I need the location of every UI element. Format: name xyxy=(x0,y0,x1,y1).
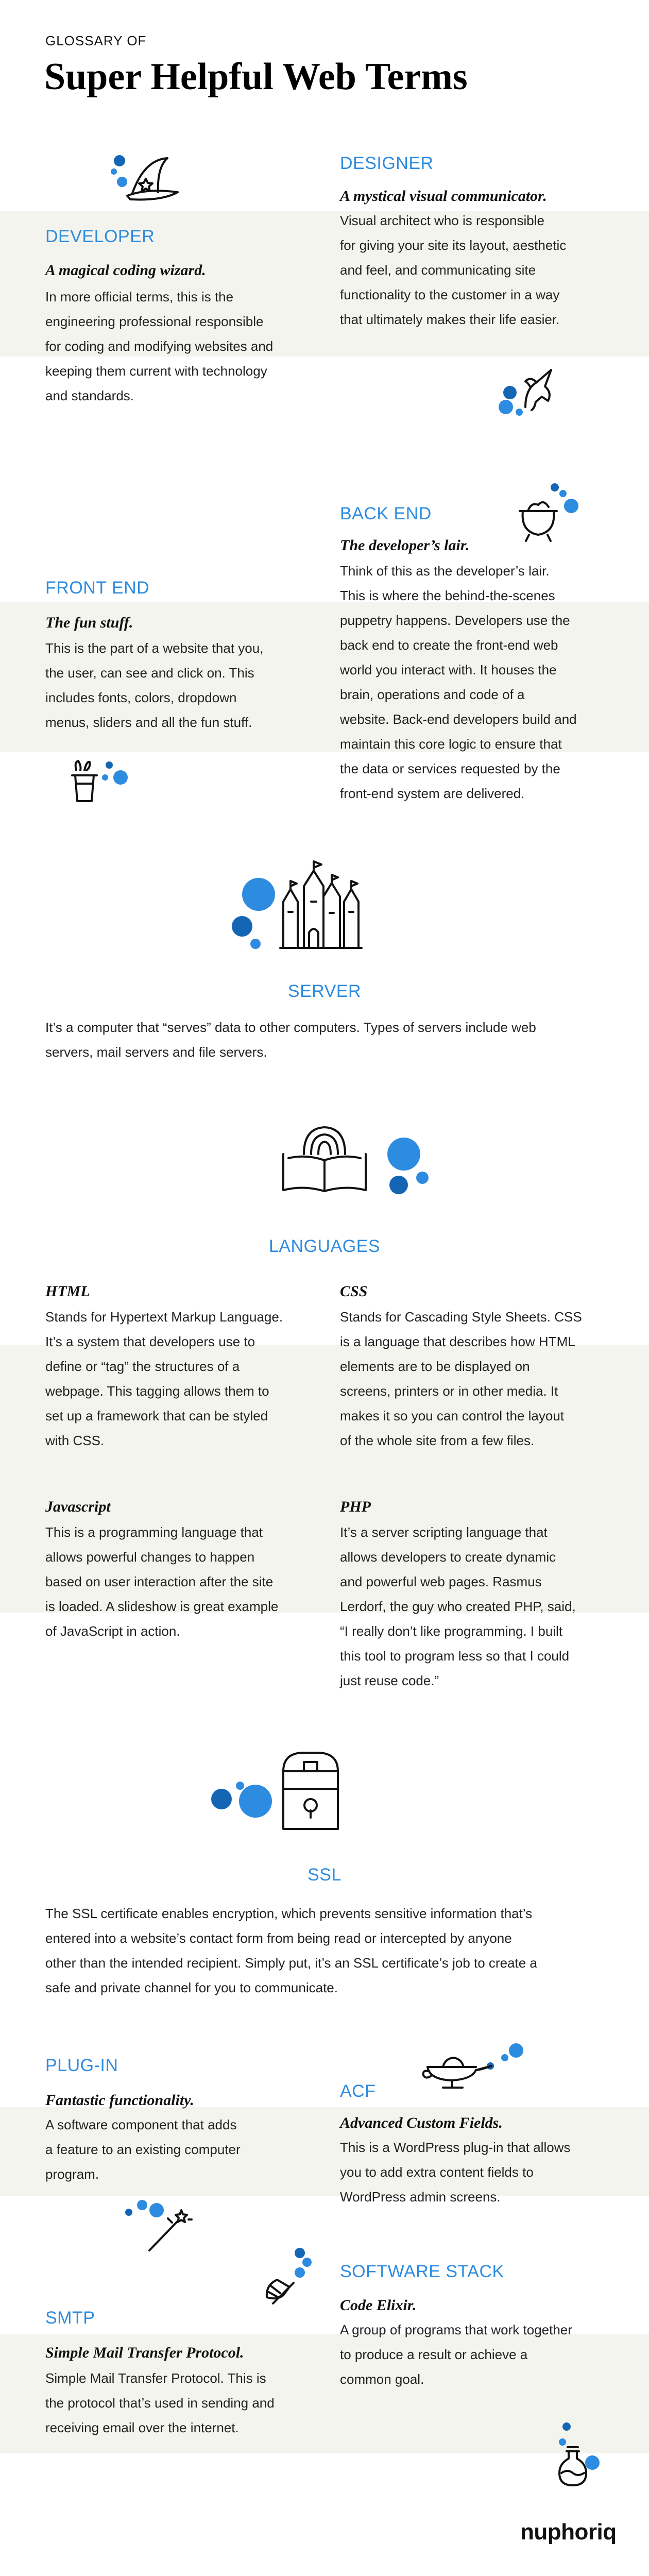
software-stack-body: A group of programs that work together to produce a result or achieve a common goal. xyxy=(340,2322,572,2387)
back-end-body: Think of this as the developer’s lair. This is where the behind-the-scenes puppetry happens. Developers use the back end to create the front-end web world you interact with. It houses the brain, operations and code of a website. Back-end developers build and maintain this core logic to ensure that the data or services requested by the front-end system are delivered. xyxy=(340,563,577,801)
javascript-subtitle: Javascript xyxy=(45,1498,111,1515)
developer-subtitle: A magical coding wizard. xyxy=(45,262,206,279)
back-end-subtitle: The developer’s lair. xyxy=(340,537,470,554)
unicorn-icon xyxy=(494,361,567,433)
smtp-body: Simple Mail Transfer Protocol. This is the protocol that’s used in sending and receiving email over the internet. xyxy=(45,2370,275,2435)
css-subtitle: CSS xyxy=(340,1283,368,1300)
front-end-body: This is the part of a website that you, the user, can see and click on. This includes fonts, colors, dropdown menus, sliders and all the fun stuff. xyxy=(45,640,264,730)
smtp-term: SMTP xyxy=(45,2308,95,2328)
acf-subtitle: Advanced Custom Fields. xyxy=(340,2114,503,2131)
php-body: It’s a server scripting language that allows developers to create dynamic and powerful web pages. Rasmus Lerdorf, the guy who created PHP, said, “I really don’t like programming. I built this tool to program less so that I could just reuse code.” xyxy=(340,1524,576,1688)
potion-bottle-icon xyxy=(541,2421,608,2494)
plugin-term: PLUG-IN xyxy=(45,2056,118,2075)
header-eyebrow: GLOSSARY OF xyxy=(45,33,147,48)
designer-subtitle: A mystical visual communicator. xyxy=(340,188,547,205)
server-term: SERVER xyxy=(287,981,362,1001)
developer-term: DEVELOPER xyxy=(45,227,155,246)
cauldron-icon xyxy=(513,479,585,546)
designer-term: DESIGNER xyxy=(340,154,434,173)
css-body: Stands for Cascading Style Sheets. CSS is a language that describes how HTML elements are to be displayed on screens, printers or in other media. It makes it so you can control the layout of the whole site from a few files. xyxy=(340,1309,582,1448)
server-body: It’s a computer that “serves” data to other computers. Types of servers include web servers, mail servers and file servers. xyxy=(45,1020,536,1060)
html-subtitle: HTML xyxy=(45,1283,90,1300)
php-subtitle: PHP xyxy=(340,1498,371,1515)
acf-term: ACF xyxy=(340,2081,376,2101)
smtp-subtitle: Simple Mail Transfer Protocol. xyxy=(45,2344,244,2361)
html-body: Stands for Hypertext Markup Language. It’s a system that developers use to define or “tag” the structures of a webpage. This tagging allows them to set up a framework that can be styled with CSS. xyxy=(45,1309,283,1448)
page-title: Super Helpful Web Terms xyxy=(44,56,468,98)
broom-icon xyxy=(263,2244,324,2311)
magic-wand-icon xyxy=(118,2190,196,2257)
ssl-term: SSL xyxy=(308,1865,341,1885)
wizard-hat-icon xyxy=(100,147,188,209)
treasure-chest-icon xyxy=(206,1741,371,1839)
designer-body: Visual architect who is responsible for giving your site its layout, aesthetic and feel, and communicating site functionality to the customer in a way that ultimately makes their life easier. xyxy=(340,213,567,327)
software-stack-subtitle: Code Elixir. xyxy=(340,2297,417,2314)
developer-body: In more official terms, this is the engineering professional responsible for coding and modifying websites and keeping them current with technology and standards. xyxy=(45,289,274,403)
castle-icon xyxy=(227,855,381,958)
back-end-term: BACK END xyxy=(340,504,432,523)
javascript-body: This is a programming language that allows powerful changes to happen based on user interaction after the site is loaded. A slideshow is great example of JavaScript in action. xyxy=(45,1524,279,1639)
acf-body: This is a WordPress plug-in that allows you to add extra content fields to WordPress admin screens. xyxy=(340,2140,571,2205)
software-stack-term: SOFTWARE STACK xyxy=(340,2262,504,2281)
front-end-subtitle: The fun stuff. xyxy=(45,614,133,631)
ssl-body: The SSL certificate enables encryption, which prevents sensitive information that’s entered into a website’s contact form from being read or intercepted by anyone other than the intended recipient. Simply put, it’s an SSL certificate’s job to create a safe and private channel for you to communicate. xyxy=(45,1906,537,1995)
front-end-term: FRONT END xyxy=(45,578,150,598)
plugin-subtitle: Fantastic functionality. xyxy=(45,2092,194,2109)
magic-hat-icon xyxy=(67,755,139,806)
footer-logo[interactable]: nuphoriq xyxy=(520,2519,617,2545)
spellbook-icon xyxy=(273,1113,438,1206)
genie-lamp-icon xyxy=(422,2040,525,2097)
languages-term: LANGUAGES xyxy=(268,1236,381,1256)
plugin-body: A software component that adds a feature to an existing computer program. xyxy=(45,2117,241,2182)
